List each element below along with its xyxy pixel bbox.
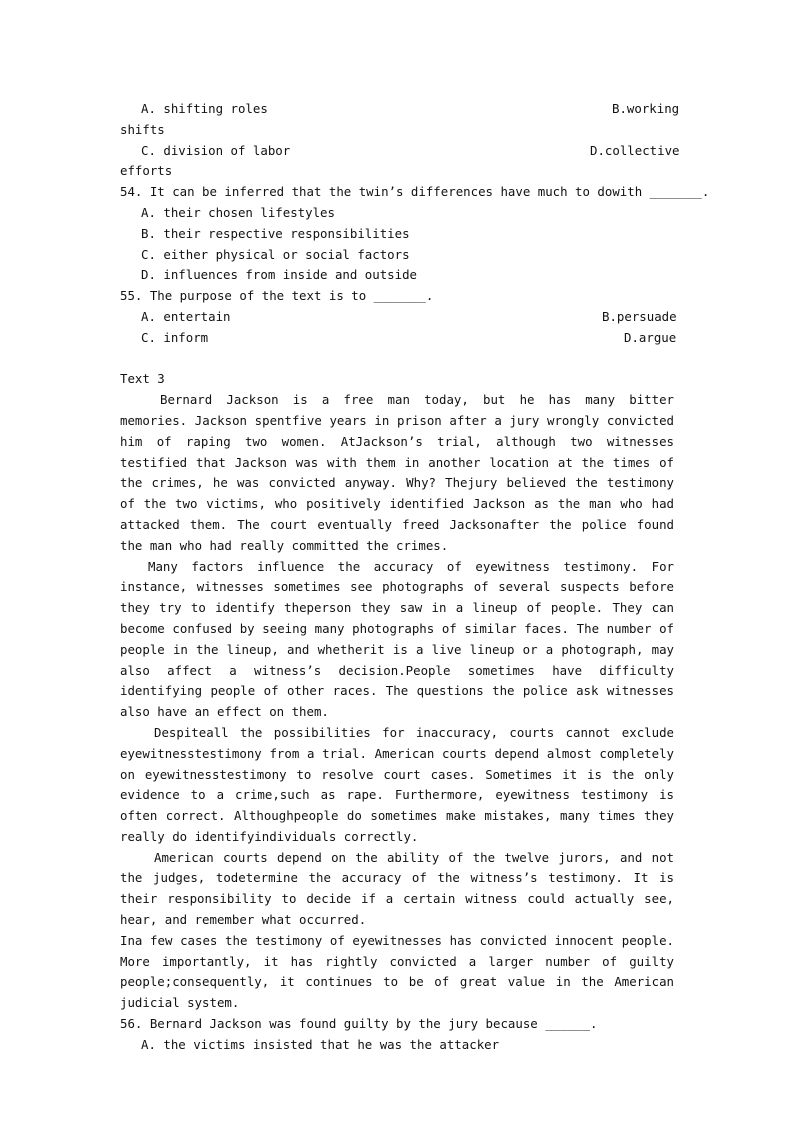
text3-paragraph-4: American courts depend on the ability of the twelve jurors, and not the judges, todetermine the accuracy of the witness’s testimony. It is their responsibility to decide if a certain witness could actually see, hear, and remember what occurred. bbox=[120, 849, 674, 928]
q53-option-b-wrap bbox=[120, 120, 674, 141]
q54-option-b bbox=[120, 224, 674, 245]
q55-options-row-ab bbox=[120, 307, 677, 328]
q53-option-b: B.working bbox=[612, 101, 680, 116]
q53-option-b-wrap-text: shifts bbox=[120, 121, 165, 137]
text3-heading bbox=[120, 369, 674, 390]
q55-stem-text: 55. The purpose of the text is to _______. bbox=[120, 288, 434, 304]
text3-heading-text: Text 3 bbox=[120, 371, 165, 387]
q55-option-b: B.persuade bbox=[602, 308, 677, 324]
spacer bbox=[120, 349, 674, 370]
q56-stem-text: 56. Bernard Jackson was found guilty by the jury because ______. bbox=[120, 1016, 598, 1032]
q56-option-a-text: A. the victims insisted that he was the attacker bbox=[141, 1036, 500, 1052]
q55-option-c: C. inform bbox=[141, 329, 209, 345]
q54-option-d-text: D. influences from inside and outside bbox=[141, 267, 418, 283]
q56-option-a bbox=[120, 1035, 674, 1056]
q53-option-d-wrap-text: efforts bbox=[120, 163, 173, 179]
q53-options-row-ab bbox=[120, 99, 680, 120]
document-page bbox=[120, 99, 710, 1056]
q53-option-d-wrap bbox=[120, 161, 674, 182]
q55-option-a: A. entertain bbox=[141, 308, 231, 324]
q54-option-a-text: A. their chosen lifestyles bbox=[141, 204, 335, 220]
text3-paragraph-1: Bernard Jackson is a free man today, but he has many bitter memories. Jackson spentfive years in prison after a jury wrongly convicted him of raping two women. AtJackson’s trial, although two witnesses testified that Jackson was with them in another location at the times of the crimes, he was convicted anyway. Why? Thejury believed the testimony of the two victims, who positively identified Jackson as the man who had attacked them. The court eventually freed Jacksonafter the police found the man who had really committed the crimes. bbox=[120, 392, 674, 553]
q54-stem bbox=[120, 182, 710, 203]
q54-option-c-text: C. either physical or social factors bbox=[141, 246, 410, 262]
q53-options-row-cd bbox=[120, 141, 680, 162]
q54-option-a bbox=[120, 203, 674, 224]
q56-stem bbox=[120, 1014, 674, 1035]
text3-paragraph-3: Despiteall the possibilities for inaccuracy, courts cannot exclude eyewitnesstestimony from a trial. American courts depend almost completely on eyewitnesstestimony to resolve court cases. Sometimes it is the only evidence to a crime,such as rape. Furthermore, eyewitness testimony is often correct. Althoughpeople do sometimes make mistakes, many times they really do identifyindividuals correctly. bbox=[120, 724, 674, 844]
q54-option-b-text: B. their respective responsibilities bbox=[141, 225, 410, 241]
text3-paragraph-2: Many factors influence the accuracy of eyewitness testimony. For instance, witnesses sometimes see photographs of several suspects before they try to identify theperson they saw in a lineup of people. They can become confused by seeing many photographs of similar faces. The number of people in the lineup, and whetherit is a live lineup or a photograph, may also affect a witness’s decision.People sometimes have difficulty identifying people of other races. The questions the police ask witnesses also have an effect on them. bbox=[120, 558, 674, 720]
q54-stem-text: 54. It can be inferred that the twin’s differences have much to dowith _______. bbox=[120, 184, 710, 200]
q54-option-c bbox=[120, 245, 674, 266]
q55-stem bbox=[120, 286, 674, 307]
q53-option-c: C. division of labor bbox=[141, 142, 291, 158]
text3-paragraph-5: Ina few cases the testimony of eyewitnesses has convicted innocent people. More importantly, it has rightly convicted a larger number of guilty people;consequently, it continues to be of great value in the American judicial system. bbox=[120, 932, 674, 1011]
q54-option-d bbox=[120, 265, 674, 286]
q53-option-a: A. shifting roles bbox=[141, 101, 268, 116]
q55-option-d: D.argue bbox=[624, 329, 677, 345]
q53-option-d: D.collective bbox=[590, 142, 680, 158]
q55-options-row-cd bbox=[120, 328, 677, 349]
